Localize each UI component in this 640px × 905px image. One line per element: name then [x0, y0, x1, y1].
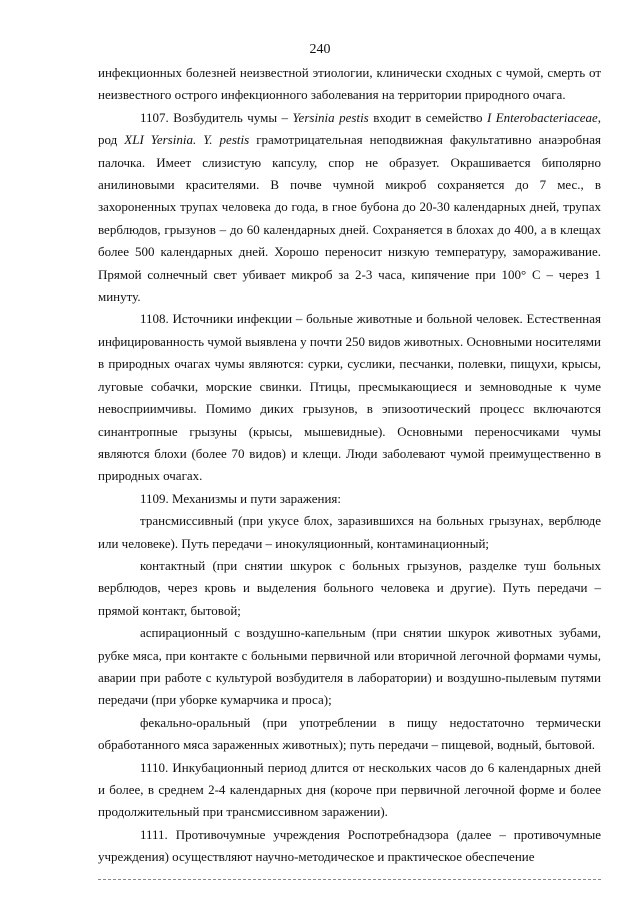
footer-divider	[98, 879, 601, 880]
paragraph-1109-transmissive: трансмиссивный (при укусе блох, заразившихся на больных грызунах, верблюде или человеке). Путь передачи – инокуляционный, контаминационный;	[98, 513, 601, 551]
paragraph-1111: 1111. Противочумные учреждения Роспотребнадзора (далее – противочумные учреждения) осуществляют научно-методическое и практическое обеспечение	[98, 826, 601, 865]
paragraph-1107-rest: грамотрицательная неподвижная факультативно анаэробная палочка. Имеет слизистую капсулу, спор не образует. Окрашивается биполярно анилиновыми красителями. В почве чумной микроб сохраняется до 7 мес., в захороненных трупах человека до года, в гное бубона до 20-30 календарных дней, трупах верблюдов, грызунов – до 60 календарных дней. Сохраняется в блохах до 400, а в клещах более 500 календарных дней. Хорошо переносит низкую температуру, замораживание. Прямой солнечный свет убивает микроб за 2-3 часа, кипячение при 100° С – через 1 минуту.	[98, 132, 601, 305]
paragraph-1107-lead: 1107. Возбудитель чумы –	[140, 109, 293, 125]
paragraph-1107	[98, 107, 601, 309]
page-number: 240	[309, 42, 331, 57]
family-name: I Enterobacteriaceae	[486, 109, 598, 125]
species-name: Yersinia pestis	[292, 109, 369, 125]
paragraph-1109: 1109. Механизмы и пути заражения:	[140, 490, 341, 506]
genus-name: XLI Yersinia. Y. pestis	[124, 132, 250, 148]
paragraph-1107-mid1: входит в семейство	[368, 109, 487, 125]
paragraph-continuation: инфекционных болезней неизвестной этиологии, клинически сходных с чумой, смерть от неизвестного острого инфекционного заболевания на территории природного очага.	[98, 65, 601, 103]
paragraph-1107-mid2: , род	[98, 109, 602, 148]
paragraph-1108: 1108. Источники инфекции – больные животные и больной человек. Естественная инфицированность чумой выявлена у почти 250 видов животных. Основными носителями в природных очагах чумы являются: сурки, суслики, песчанки, полевки, пищухи, крысы, луговые собачки, морские свинки. Птицы, пресмыкающиеся и земноводные к чуме невосприимчивы. Помимо диких грызунов, в эпизоотический процесс включаются синантропные грызуны (крысы, мышевидные). Основными переносчиками чумы являются блохи (более 70 видов) и клещи. Люди заболевают чумой преимущественно в природных очагах.	[98, 311, 601, 484]
body-text	[98, 62, 601, 869]
paragraph-1109-aspiration: аспирационный с воздушно-капельным (при снятии шкурок животных зубами, рубке мяса, при контакте с больными первичной или вторичной легочной формами чумы, аварии при работе с культурой возбудителя в лаборатории) и воздушно-пылевым путями передачи (при уборке кумарчика и проса);	[98, 625, 601, 708]
paragraph-1110: 1110. Инкубационный период длится от нескольких часов до 6 календарных дней и более, в среднем 2-4 календарных дня (короче при первичной легочной форме и более продолжительный при трансмиссивном заражении).	[98, 759, 601, 820]
paragraph-1109-fecal-oral: фекально-оральный (при употреблении в пищу недостаточно термически обработанного мяса зараженных животных); путь передачи – пищевой, водный, бытовой.	[98, 714, 601, 753]
paragraph-1109-contact: контактный (при снятии шкурок с больных грызунов, разделке туш больных верблюдов, через кровь и выделения больного человека и другие). Путь передачи – прямой контакт, бытовой;	[98, 557, 601, 618]
